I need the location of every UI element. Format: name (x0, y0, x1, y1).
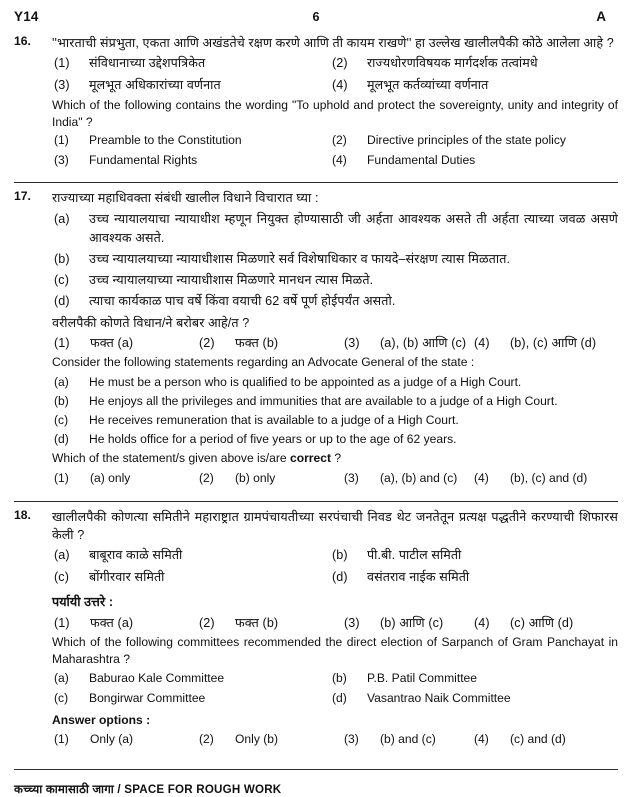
statement-mr-d (14, 292, 618, 311)
option-mr-3[interactable] (54, 76, 221, 95)
q18-answer-mr-2-label: फक्त (b) (235, 616, 279, 631)
option-mr-3-number: (3) (54, 77, 70, 92)
question-18 (14, 508, 618, 755)
option-en-3-number: (3) (54, 153, 69, 168)
question-set-letter: A (596, 9, 606, 24)
question-17-english-answer-options (14, 470, 618, 490)
q18-answer-en-2-label: Only (b) (235, 731, 279, 746)
answer-en-4-label: (b), (c) and (d) (510, 470, 588, 485)
statement-mr-d-label: (d) (54, 293, 70, 308)
statement-en-d-text: He holds office for a period of five years or up to the age of 62 years. (89, 432, 457, 447)
answer-en-2-label: (b) only (235, 470, 276, 485)
committee-mr-b[interactable] (332, 546, 461, 565)
answer-mr-4-label: (b), (c) आणि (d) (510, 336, 597, 351)
q18-answer-en-3-label: (b) and (c) (380, 731, 436, 746)
option-en-1-number: (1) (54, 133, 69, 148)
answer-mr-3[interactable] (344, 334, 466, 353)
question-16-english-options-row-1 (14, 132, 618, 151)
statement-en-b-text: He enjoys all the privileges and immunities that are available to a judge of a High Court. (89, 393, 558, 408)
question-18-english-answer-options (14, 731, 618, 751)
statement-mr-b (14, 250, 618, 269)
q18-answer-en-2-number: (2) (199, 731, 214, 746)
question-16-marathi-text: ''भारताची संप्रभुता, एकता आणि अखंडतेचे रक्षण करणे आणि ती कायम राखणे'' हा उल्लेख खालीलपैकी कोठे आलेला आहे ? (52, 36, 614, 50)
committee-mr-b-label: (b) (332, 548, 348, 563)
option-en-1-label: Preamble to the Constitution (89, 133, 242, 148)
q18-answer-en-2[interactable] (199, 731, 278, 748)
statement-mr-a-label: (a) (54, 212, 70, 227)
statement-mr-b-text: उच्च न्यायालयाच्या न्यायाधीशास मिळणारे सर्व विशेषाधिकार व फायदे–संरक्षण त्यास मिळतात. (89, 251, 511, 266)
question-17-english-ask (14, 450, 618, 467)
question-16-english-options-row-2 (14, 152, 618, 171)
footer-separator (14, 769, 618, 770)
option-mr-1-number: (1) (54, 55, 70, 70)
statement-en-a-label: (a) (54, 374, 69, 389)
committee-mr-a-label: (a) (54, 548, 70, 563)
question-17-marathi-ask: वरीलपैकी कोणते विधान/ने बरोबर आहे/त ? (52, 315, 250, 330)
answer-en-2[interactable] (199, 470, 275, 487)
option-en-1[interactable] (54, 132, 242, 149)
booklet-code: Y14 (14, 9, 39, 24)
answer-en-1-number: (1) (54, 470, 69, 485)
committee-en-c[interactable] (54, 690, 205, 707)
option-mr-2-label: राज्यधोरणविषयक मार्गदर्शक तत्वांमधे (367, 55, 538, 70)
q18-answer-mr-1-label: फक्त (a) (90, 616, 134, 631)
question-17 (14, 189, 618, 493)
statement-mr-c (14, 271, 618, 290)
committee-en-b[interactable] (332, 670, 477, 687)
q18-answer-en-1[interactable] (54, 731, 133, 748)
committee-mr-a[interactable] (54, 546, 182, 565)
option-en-2-number: (2) (332, 133, 347, 148)
question-18-english-answer-heading: Answer options : (52, 712, 151, 727)
question-18-marathi-text: खालीलपैकी कोणत्या समितीने महाराष्ट्रात ग्रामपंचायतीच्या सरपंचाची निवड थेट जनतेतून प्रत्यक्ष पद्धतीने करण्याची शिफारस केली ? (52, 509, 618, 543)
question-17-ask-prefix: Which of the statement/s given above is/are (52, 451, 290, 466)
question-18-marathi-answer-heading: पर्यायी उत्तरे : (52, 595, 114, 610)
statement-mr-c-text: उच्च न्यायालयाच्या न्यायाधीशास मिळणारे मानधन त्यास मिळते. (89, 272, 374, 287)
q18-answer-en-3-number: (3) (344, 731, 359, 746)
question-18-english-committees-row-2 (14, 690, 618, 709)
option-mr-1-label: संविधानाच्या उद्देशपत्रिकेत (89, 55, 206, 70)
question-17-marathi-answer-options (14, 334, 618, 354)
answer-mr-2-label: फक्त (b) (235, 336, 279, 351)
option-en-4-number: (4) (332, 153, 347, 168)
option-mr-3-label: मूलभूत अधिकारांच्या वर्णनात (89, 77, 221, 92)
answer-en-1-label: (a) only (90, 470, 131, 485)
option-en-4-label: Fundamental Duties (367, 153, 476, 168)
committee-mr-d-text: वसंतराव नाईक समिती (367, 570, 470, 585)
option-en-3-label: Fundamental Rights (89, 153, 198, 168)
q18-answer-en-1-label: Only (a) (90, 731, 134, 746)
q18-answer-en-4[interactable] (474, 731, 566, 748)
statement-en-d (14, 431, 618, 448)
q18-answer-mr-3-label: (b) आणि (c) (380, 616, 444, 631)
answer-en-3-number: (3) (344, 470, 359, 485)
committee-en-a[interactable] (54, 670, 224, 687)
question-16-number: 16. (14, 34, 31, 48)
option-en-4[interactable] (332, 152, 475, 169)
answer-mr-1-number: (1) (54, 336, 70, 351)
answer-mr-3-label: (a), (b) आणि (c) (380, 336, 467, 351)
statement-en-c-label: (c) (54, 412, 69, 427)
statement-en-c-text: He receives remuneration that is available to a judge of a High Court. (89, 412, 459, 427)
q18-answer-mr-4-label: (c) आणि (d) (510, 616, 574, 631)
committee-en-a-label: (a) (54, 670, 69, 685)
statement-mr-b-label: (b) (54, 251, 70, 266)
answer-en-3-label: (a), (b) and (c) (380, 470, 458, 485)
rough-work-notice: कच्च्या कामासाठी जागा / SPACE FOR ROUGH WORK (14, 783, 282, 796)
answer-en-3[interactable] (344, 470, 457, 487)
option-mr-1[interactable] (54, 54, 205, 73)
option-mr-4-label: मूलभूत कर्तव्यांच्या वर्णनात (367, 77, 489, 92)
committee-en-b-text: P.B. Patil Committee (367, 670, 478, 685)
question-separator-2 (14, 501, 618, 502)
question-16-marathi-options-row-2 (14, 76, 618, 97)
q18-answer-en-1-number: (1) (54, 731, 69, 746)
statement-en-c (14, 412, 618, 429)
question-16-marathi-options-row-1 (14, 54, 618, 75)
question-17-ask-emphasis: correct (289, 451, 331, 466)
q18-answer-en-4-label: (c) and (d) (510, 731, 566, 746)
committee-en-c-text: Bongirwar Committee (89, 690, 206, 705)
answer-en-4[interactable] (474, 470, 587, 487)
q18-answer-mr-2[interactable] (199, 614, 278, 633)
page-number: 6 (312, 10, 320, 24)
q18-answer-mr-3-number: (3) (344, 616, 360, 631)
question-18-number: 18. (14, 507, 31, 522)
question-18-english-committees-row-1 (14, 670, 618, 689)
question-18-marathi-committees-row-1 (14, 546, 618, 567)
committee-en-a-text: Baburao Kale Committee (89, 670, 225, 685)
question-18-english-text: Which of the following committees recommended the direct election of Sarpanch of Gram Panchayat in Maharashtra ? (52, 635, 618, 667)
q18-answer-en-4-number: (4) (474, 731, 489, 746)
statement-en-d-label: (d) (54, 432, 69, 447)
committee-mr-c-label: (c) (54, 570, 69, 585)
question-18-marathi-answer-options (14, 614, 618, 634)
q18-answer-en-3[interactable] (344, 731, 436, 748)
option-en-3[interactable] (54, 152, 197, 169)
answer-mr-1-label: फक्त (a) (90, 336, 134, 351)
committee-en-d-text: Vasantrao Naik Committee (367, 690, 511, 705)
answer-mr-4-number: (4) (474, 336, 490, 351)
statement-mr-a (14, 210, 618, 248)
committee-mr-d[interactable] (332, 568, 469, 587)
option-mr-4[interactable] (332, 76, 488, 95)
statement-en-b (14, 393, 618, 410)
answer-mr-1[interactable] (54, 334, 133, 353)
question-17-marathi-text: राज्याच्या महाधिवक्ता संबंधी खालील विधाने विचारात घ्या : (52, 191, 319, 206)
statement-mr-d-text: त्याचा कार्यकाळ पाच वर्षे किंवा वयाची 62 वर्षे पूर्ण होईपर्यंत असतो. (89, 293, 396, 308)
question-16-english-text: Which of the following contains the wording "To uphold and protect the sovereignty, unity and integrity of India" ? (52, 97, 618, 130)
q18-answer-mr-1[interactable] (54, 614, 133, 633)
answer-en-1[interactable] (54, 470, 130, 487)
question-18-marathi-committees-row-2 (14, 568, 618, 589)
committee-mr-d-label: (d) (332, 570, 348, 585)
q18-answer-mr-1-number: (1) (54, 616, 70, 631)
answer-mr-4[interactable] (474, 334, 596, 353)
question-16 (14, 34, 618, 175)
q18-answer-mr-2-number: (2) (199, 616, 215, 631)
question-17-number: 17. (14, 189, 31, 204)
answer-mr-3-number: (3) (344, 336, 360, 351)
committee-mr-a-text: बाबूराव काळे समिती (89, 548, 183, 563)
answer-mr-2-number: (2) (199, 336, 215, 351)
question-17-ask-suffix: ? (330, 451, 342, 466)
statement-mr-c-label: (c) (54, 272, 69, 287)
statement-en-a-text: He must be a person who is qualified to be appointed as a judge of a High Court. (89, 374, 522, 389)
committee-mr-c[interactable] (54, 568, 165, 587)
page-header (14, 0, 618, 34)
option-mr-2-number: (2) (332, 55, 348, 70)
question-separator-1 (14, 182, 618, 183)
q18-answer-mr-3[interactable] (344, 614, 443, 633)
q18-answer-mr-4[interactable] (474, 614, 573, 633)
committee-en-d[interactable] (332, 690, 511, 707)
q18-answer-mr-4-number: (4) (474, 616, 490, 631)
statement-mr-a-text: उच्च न्यायालयाचा न्यायाधीश म्हणून नियुक्त होण्यासाठी जी अर्हता आवश्यक असते ती अर्हता त्याच्या जवळ असणे आवश्यक असते. (89, 212, 618, 246)
committee-mr-c-text: बोंगीरवार समिती (89, 570, 165, 585)
option-mr-4-number: (4) (332, 77, 348, 92)
committee-en-c-label: (c) (54, 690, 69, 705)
option-en-2[interactable] (332, 132, 566, 149)
statement-en-b-label: (b) (54, 393, 69, 408)
committee-en-b-label: (b) (332, 670, 347, 685)
question-17-english-text: Consider the following statements regarding an Advocate General of the state : (52, 355, 475, 370)
page-footer (0, 769, 632, 797)
answer-mr-2[interactable] (199, 334, 278, 353)
answer-en-4-number: (4) (474, 470, 489, 485)
committee-mr-b-text: पी.बी. पाटील समिती (367, 548, 462, 563)
committee-en-d-label: (d) (332, 690, 347, 705)
answer-en-2-number: (2) (199, 470, 214, 485)
option-en-2-label: Directive principles of the state policy (367, 133, 566, 148)
option-mr-2[interactable] (332, 54, 538, 73)
statement-en-a (14, 374, 618, 391)
